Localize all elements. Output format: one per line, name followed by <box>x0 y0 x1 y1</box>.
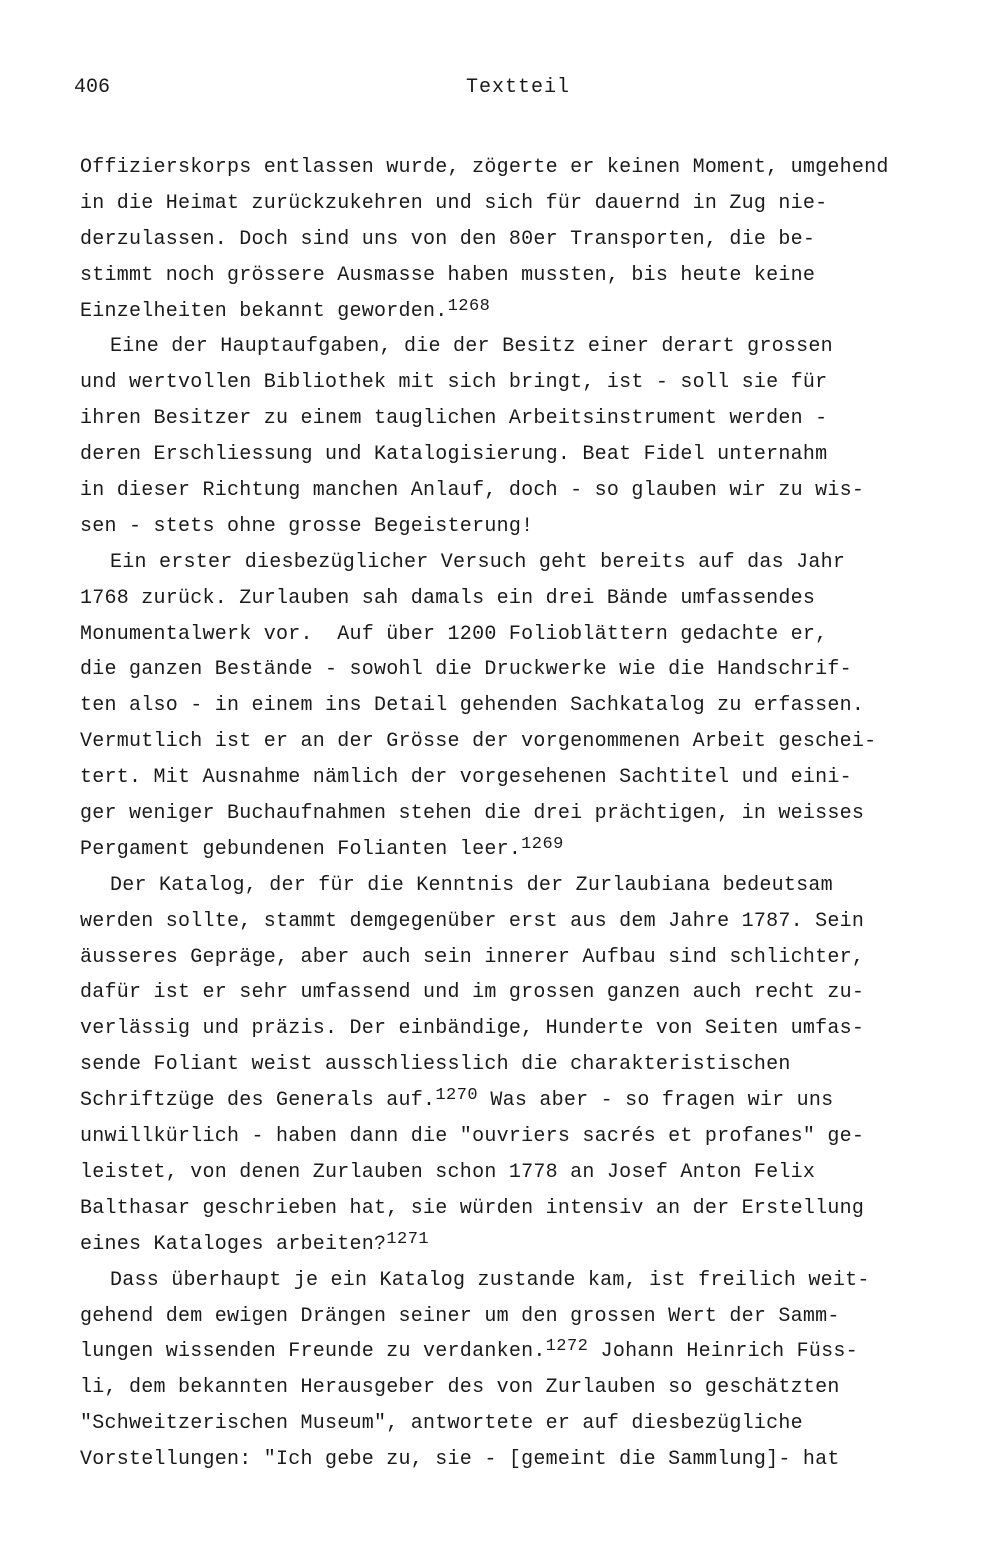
text-line: derzulassen. Doch sind uns von den 80er Transporten, die be- <box>80 227 816 251</box>
text-line: Der Katalog, der für die Kenntnis der Zurlaubiana bedeutsam <box>110 873 833 897</box>
text-line: die ganzen Bestände - sowohl die Druckwerke wie die Handschrif- <box>80 658 852 682</box>
text-line: Schriftzüge des Generals auf.$^{1270}$ Was aber - so fragen wir uns <box>80 1086 834 1113</box>
text-line: ten also - in einem ins Detail gehenden Sachkatalog zu erfassen. <box>80 694 865 718</box>
text-line: in die Heimat zurückzukehren und sich für dauernd in Zug nie- <box>80 191 828 215</box>
text-line: ihren Besitzer zu einem tauglichen Arbeitsinstrument werden - <box>80 407 828 431</box>
text-line: Pergament gebundenen Folianten leer.$^{1269}$ <box>80 834 564 861</box>
body-text <box>80 150 960 1478</box>
text-line: stimmt noch grössere Ausmasse haben mussten, bis heute keine <box>80 263 816 287</box>
footnote-ref-1271: 1271 <box>386 1229 430 1249</box>
footnote-ref-1270: 1270 <box>435 1086 479 1106</box>
text-line: und wertvollen Bibliothek mit sich bringt, ist - soll sie für <box>80 371 828 395</box>
page-header <box>74 76 926 106</box>
running-head: Textteil <box>466 76 571 99</box>
text-line: sende Foliant weist ausschliesslich die charakteristischen <box>80 1053 791 1077</box>
text-line: li, dem bekannten Herausgeber des von Zurlauben so geschätzten <box>80 1376 840 1400</box>
text-line: lungen wissenden Freunde zu verdanken.$^{1272}$ Johann Heinrich Füss- <box>80 1337 858 1364</box>
text-line: unwillkürlich - haben dann die "ouvriers sacrés et profanes" ge- <box>80 1125 865 1149</box>
text-line: "Schweitzerischen Museum", antwortete er auf diesbezügliche <box>80 1412 803 1436</box>
text-line: Vorstellungen: "Ich gebe zu, sie - [gemeint die Sammlung]- hat <box>80 1448 840 1472</box>
text-line: 1768 zurück. Zurlauben sah damals ein drei Bände umfassendes <box>80 586 816 610</box>
text-line: in dieser Richtung manchen Anlauf, doch - so glauben wir zu wis- <box>80 479 865 503</box>
text-line: Ein erster diesbezüglicher Versuch geht bereits auf das Jahr <box>110 550 846 574</box>
text-line: deren Erschliessung und Katalogisierung. Beat Fidel unternahm <box>80 443 828 467</box>
text-line: Vermutlich ist er an der Grösse der vorgenommenen Arbeit geschei- <box>80 730 877 754</box>
footnote-ref-1268: 1268 <box>447 296 491 316</box>
text-line: Offizierskorps entlassen wurde, zögerte er keinen Moment, umgehend <box>80 156 889 179</box>
text-line: eines Kataloges arbeiten?$^{1271}$ <box>80 1229 430 1256</box>
text-line: Dass überhaupt je ein Katalog zustande kam, ist freilich weit- <box>110 1268 870 1292</box>
footnote-ref-1269: 1269 <box>521 834 564 854</box>
text-line: gehend dem ewigen Drängen seiner um den grossen Wert der Samm- <box>80 1304 840 1328</box>
text-line: leistet, von denen Zurlauben schon 1778 an Josef Anton Felix <box>80 1160 816 1184</box>
text-line: werden sollte, stammt demgegenüber erst aus dem Jahre 1787. Sein <box>80 909 865 933</box>
text-line: Einzelheiten bekannt geworden.$^{1268}$ <box>80 296 491 323</box>
text-line: verlässig und präzis. Der einbändige, Hunderte von Seiten umfas- <box>80 1017 865 1041</box>
text-line: dafür ist er sehr umfassend und im grossen ganzen auch recht zu- <box>80 981 865 1005</box>
text-line: tert. Mit Ausnahme nämlich der vorgesehenen Sachtitel und eini- <box>80 766 852 790</box>
text-line: Eine der Hauptaufgaben, die der Besitz einer derart grossen <box>110 335 833 359</box>
text-line: Monumentalwerk vor. Auf über 1200 Folioblättern gedachte er, <box>80 622 828 646</box>
footnote-ref-1272: 1272 <box>545 1337 589 1357</box>
page-number: 406 <box>74 76 111 99</box>
text-line: äusseres Gepräge, aber auch sein innerer Aufbau sind schlichter, <box>80 945 865 969</box>
text-line: ger weniger Buchaufnahmen stehen die drei prächtigen, in weisses <box>80 802 865 826</box>
text-line: Balthasar geschrieben hat, sie würden intensiv an der Erstellung <box>80 1196 865 1220</box>
text-line: sen - stets ohne grosse Begeisterung! <box>80 514 534 538</box>
